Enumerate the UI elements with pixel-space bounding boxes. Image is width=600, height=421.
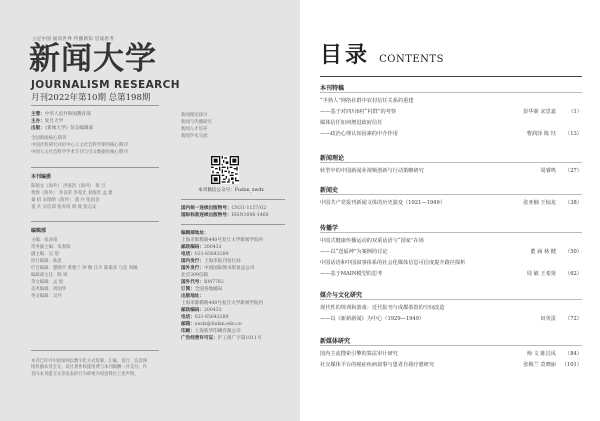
journal-title-cn: 新闻大学 bbox=[29, 41, 157, 77]
editor-label: 编辑部 bbox=[31, 228, 47, 234]
wechat-qr-code bbox=[211, 156, 239, 184]
toc-entry[interactable] bbox=[320, 97, 582, 105]
entry-title: ——政治心理认知因素的中介作用 bbox=[320, 131, 398, 137]
issue-info: 月刊2022年第10期 总第198期 bbox=[31, 93, 151, 103]
address-block: 编辑部地址： 上海市邯郸路440号复旦大学新闻学院内 邮政编码：200433 电话：021-65643289 国内发行：上海市报刊发行局 国外发行：中国国际图书贸易总公司 北京399信箱 国外代号：BM7782 订阅：全国各地邮局 出版地址： 上海市邯郸路440号复旦大学新闻学院内 邮政编码：200433 电话：021-65643289 邮箱：xwdx@fudan.edu.cn 印刷：上海新华印刷有限公司 广告经营许可证：沪工商广字第1011号 bbox=[181, 231, 264, 341]
toc-entry[interactable] bbox=[320, 237, 582, 245]
section-title: 传播学 bbox=[320, 225, 339, 232]
sponsor-block bbox=[31, 111, 93, 132]
entry-author: 张梅兰 莫晓丽 bbox=[523, 362, 556, 368]
divider bbox=[31, 350, 159, 351]
entry-author: 曹润泽 陈 钰 bbox=[526, 131, 556, 137]
entry-title: 社交媒体平台的癌症疾病叙事与患者自我疗愈研究 bbox=[320, 362, 435, 368]
entry-author: 周睿鸣 bbox=[540, 168, 556, 174]
entry-page: （50） bbox=[565, 249, 582, 255]
divider bbox=[31, 167, 159, 168]
entry-author: 张亚楠 王灿龙 bbox=[523, 200, 556, 206]
entry-page: （62） bbox=[565, 271, 582, 277]
entry-title: ——以《新新新闻》为中心（1929—1949） bbox=[320, 316, 425, 322]
divider bbox=[181, 199, 285, 200]
section-title: 本刊特稿 bbox=[320, 85, 345, 92]
divider bbox=[31, 221, 159, 222]
section-title: 新媒体研究 bbox=[320, 338, 351, 345]
index-notes: 全国新闻核心期刊 中国社科研究评价中心人文社会科学期刊核心期刊 中国人文社会科学学术专刊与引文数据库核心期刊 bbox=[31, 136, 128, 155]
section-title: 新闻理论 bbox=[320, 155, 345, 162]
contents-heading-cn: 目录 bbox=[320, 42, 371, 68]
toc-entry[interactable] bbox=[320, 304, 582, 312]
entry-page: （13） bbox=[565, 131, 582, 137]
entry-author: 周 敏 王希贤 bbox=[526, 271, 556, 277]
entry-page: （72） bbox=[565, 316, 582, 322]
qr-caption: 本刊微信公众号：Fudan_xwdx bbox=[198, 188, 264, 193]
entry-page: （84） bbox=[565, 351, 582, 357]
toc-entry[interactable] bbox=[320, 108, 582, 116]
toc-entry[interactable] bbox=[320, 315, 582, 323]
entry-title: 中国式健康传播运动的双重话语与“国家”在场 bbox=[320, 238, 424, 244]
entry-author: 师 文 陈昌凤 bbox=[526, 351, 556, 357]
sponsor-row: 出版：《新闻大学》杂志编辑部 bbox=[31, 126, 94, 131]
entry-page: （1） bbox=[568, 109, 582, 115]
entry-author: 彭华新 宋思嘉 bbox=[523, 109, 556, 115]
divider bbox=[181, 224, 285, 225]
entry-title: “半熟人”网络社群中农村信任关系的重建 bbox=[320, 98, 414, 104]
sponsor-row: 主管：中华人民共和国教育部 bbox=[31, 112, 91, 117]
toc-entry[interactable] bbox=[320, 248, 582, 256]
editor-list: 主编：张涛甫 常务副主编：朱春阳 副主编：吴 迎 执行编辑：陈思 栏目编辑：楚晓平 黄雅兰 钟 婉 汪卉 陈瑜菲 马克 周佩 编辑部主任：陈 妍 英文编辑：孟 悦 美术编辑：周国华 英文编辑：吴丹 bbox=[31, 238, 138, 299]
entry-title: 国内主流搜索引擎的算法审计研究 bbox=[320, 351, 398, 357]
contents-heading-en: CONTENTS bbox=[379, 54, 444, 65]
toc-entry[interactable] bbox=[320, 167, 582, 175]
entry-title: 现代性的规训和游戏：近代报刊与成都茶馆的空间改造 bbox=[320, 305, 445, 311]
section-title: 新闻史 bbox=[320, 187, 339, 194]
journal-motto: 立足中国 面向世界 传播新知 启迪思考 bbox=[32, 37, 114, 42]
toc-entry[interactable] bbox=[320, 361, 582, 369]
entry-author: 田英雷 bbox=[540, 316, 556, 322]
copyright-notice: 本刊已许可中国知网以数字化方式复制、汇编、发行、信息网络传播本刊全文。该社著作权使用费与本刊稿酬一并支付。作者向本刊提交文章发表的行为即视为同意我社上述声明。 bbox=[31, 359, 148, 377]
section-title: 媒介与文化研究 bbox=[320, 292, 363, 299]
entry-page: （27） bbox=[565, 168, 582, 174]
entry-title: 中国共产党报刊新闻文体的历史演变（1921—1949） bbox=[320, 200, 445, 206]
toc-entry[interactable] bbox=[320, 270, 582, 278]
journal-scope-list: 新闻理论探讨 新闻与传播研究 新闻人才培养 新闻学术交流 bbox=[181, 113, 212, 139]
divider bbox=[31, 105, 159, 106]
entry-title: 中国话语和中国叙事体系的社会化媒体信息可信度提升路径探析 bbox=[320, 260, 466, 266]
toc-entry[interactable] bbox=[320, 119, 582, 127]
publication-numbers: 国内统一连续出版物号：CN31-1157/G2 国际标准连续出版物号：ISSN1006-1460 bbox=[181, 206, 269, 218]
toc-entry[interactable] bbox=[320, 130, 582, 138]
entry-title: ——基于对四川6村“村群”的考察 bbox=[320, 109, 397, 115]
entry-title: 转型中的中国新闻业视频创新与行动策略研究 bbox=[320, 168, 424, 174]
entry-page: （101） bbox=[561, 362, 582, 368]
sponsor-row: 主办：复旦大学 bbox=[31, 119, 64, 124]
board-list: 陈韬文（海外） 洪浚浩（海外） 黄 旦 黄煜（海外） 李良荣 李希光 刘海贵 孟 建 秦 绍 宋昭勋（海外） 童 兵 张国良 童 兵 吴信训 张涛甫 周 葆 张志安 bbox=[31, 184, 113, 210]
toc-entry[interactable] bbox=[320, 259, 582, 267]
entry-title: ——基于MAIN模型的思考 bbox=[320, 271, 383, 277]
toc-entry[interactable] bbox=[320, 350, 582, 358]
entry-title: ——以“送福神”为案例的讨论 bbox=[320, 249, 388, 255]
heading-rule bbox=[320, 76, 582, 77]
contents-page bbox=[300, 0, 600, 421]
contents-heading bbox=[320, 38, 444, 69]
toc-entry[interactable] bbox=[320, 199, 582, 207]
board-label: 本刊编委 bbox=[31, 174, 52, 180]
journal-title-en: JOURNALISM RESEARCH bbox=[31, 79, 180, 91]
entry-page: （38） bbox=[565, 200, 582, 206]
entry-title: 媒体信任如何增进政府信任 bbox=[320, 120, 383, 126]
entry-author: 董 涵 林 健 bbox=[530, 249, 556, 255]
